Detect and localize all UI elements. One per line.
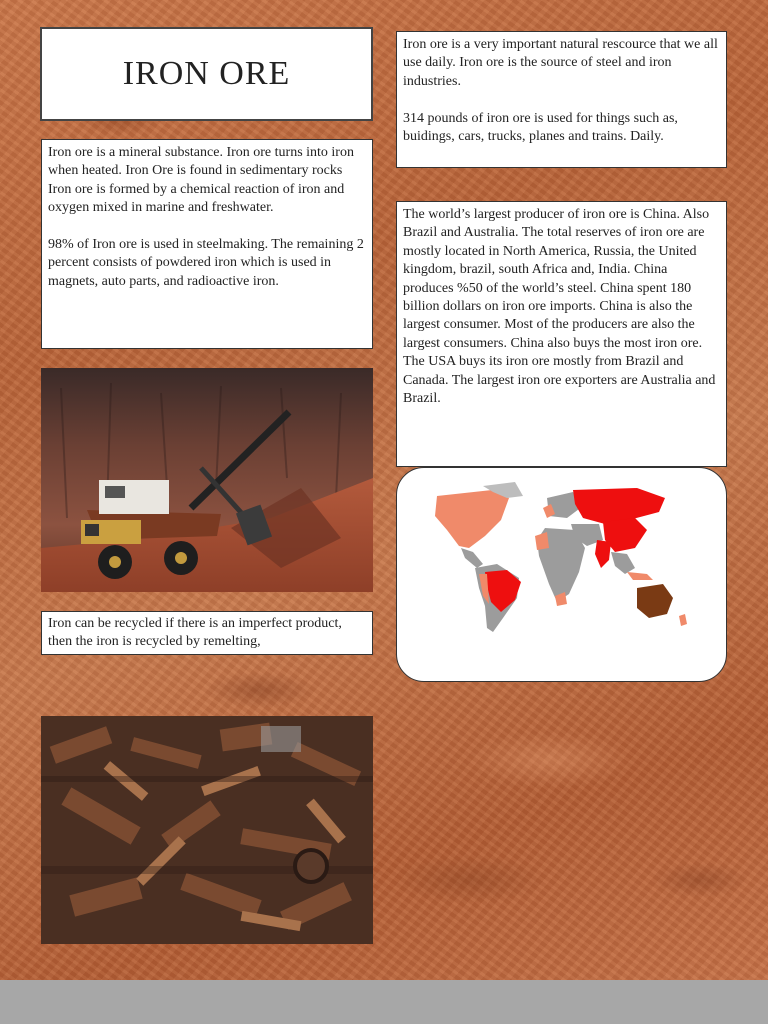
info-box-recycling: Iron can be recycled if there is an imperfect product, then the iron is recycled by remelting, — [41, 611, 373, 655]
map-region-russia-asia — [573, 488, 665, 524]
world-map — [396, 467, 727, 682]
info-box-importance: Iron ore is a very important natural rescource that we all use daily. Iron ore is the source of steel and iron industries. 314 pounds of iron ore is used for things such as, buidings, cars, trucks, planes and trains. Daily. — [396, 31, 727, 168]
scrap-iron-photo — [41, 716, 373, 944]
map-region-india — [595, 540, 611, 568]
mining-truck-photo — [41, 368, 373, 592]
map-region-australia — [637, 584, 673, 618]
page-title: IRON ORE — [122, 55, 291, 92]
footer-bar — [0, 980, 768, 1024]
info-box-producers: The world’s largest producer of iron ore is China. Also Brazil and Australia. The total reserves of iron ore are mostly located in North America, Russia, the United kingdom, brazil, south Africa and, India. China produces %50 of the world’s steel. China spent 180 billion dollars on iron ore imports. China is also the largest consumer. Most of the producers are also the largest consumers. China also buys the most iron ore. The USA buys its iron ore mostly from Brazil and Canada. The largest iron ore exporters are Australia and Brazil. — [396, 201, 727, 467]
map-region-north-america — [435, 490, 509, 548]
info-box-formation: Iron ore is a mineral substance. Iron ore turns into iron when heated. Iron Ore is found in sedimentary rocks Iron ore is formed by a chemical reaction of iron and oxygen mixed in marine and freshwater. 98% of Iron ore is used in steelmaking. The remaining 2 percent consists of powdered iron which is used in magnets, auto parts, and radioactive iron. — [41, 139, 373, 349]
title-box — [40, 27, 373, 121]
